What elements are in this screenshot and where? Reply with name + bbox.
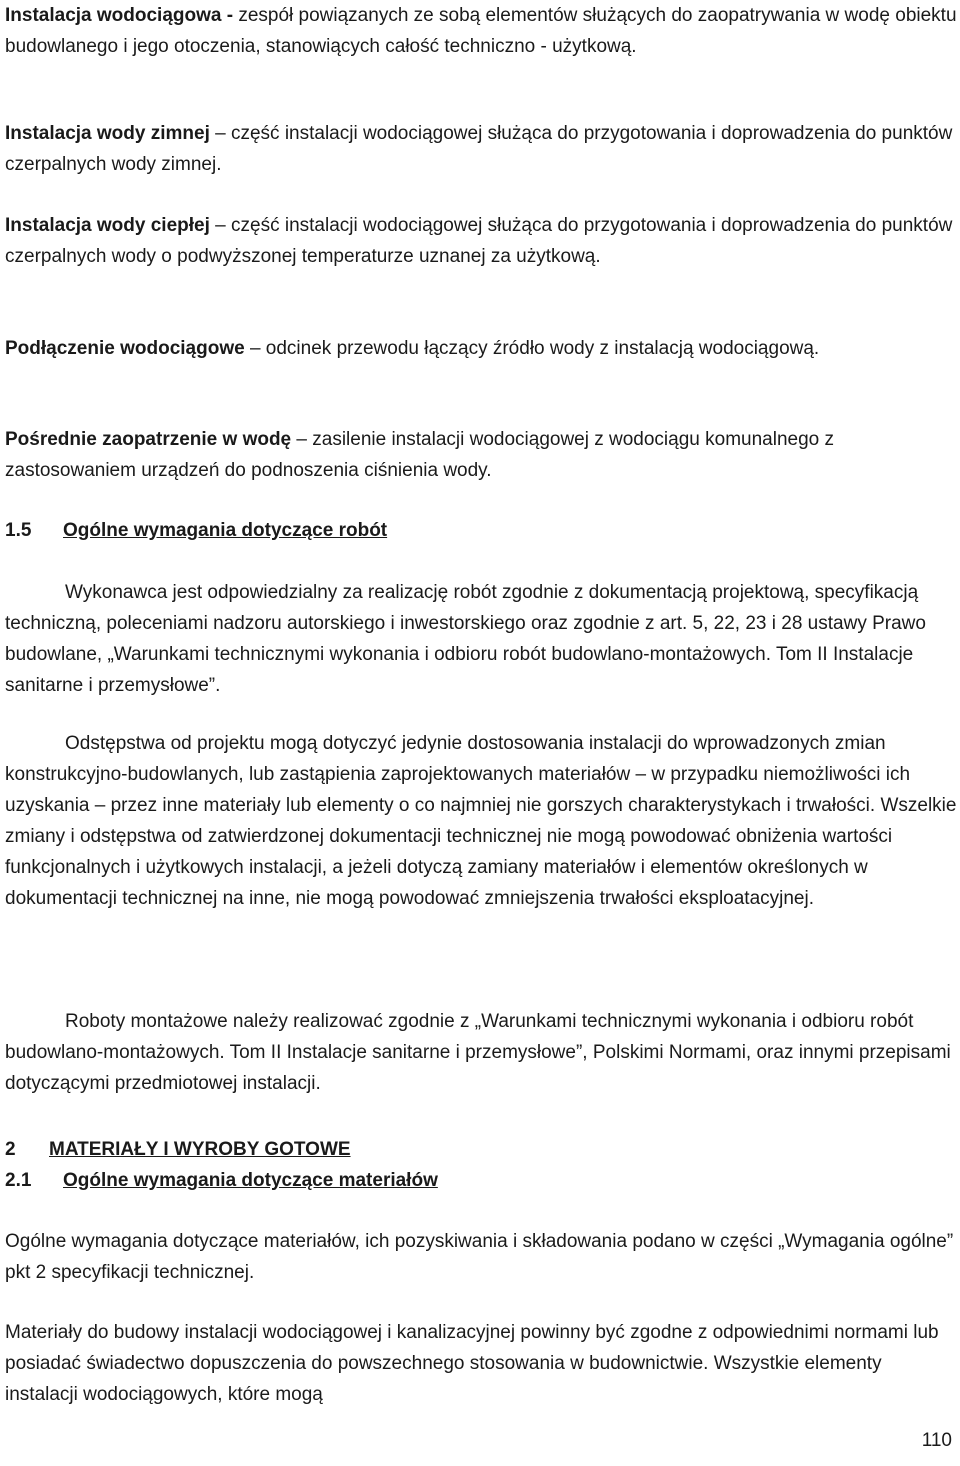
section-heading-2-1 <box>5 1165 957 1196</box>
definition-water-installation <box>5 0 957 62</box>
definition-term: Podłączenie wodociągowe <box>5 338 245 359</box>
definition-indirect-supply <box>5 424 957 486</box>
definition-connection <box>5 333 957 364</box>
definition-cold-water <box>5 118 957 180</box>
definition-text: – odcinek przewodu łączący źródło wody z instalacją wodociągową. <box>244 338 820 359</box>
paragraph-contractor-responsibility: Wykonawca jest odpowiedzialny za realizację robót zgodnie z dokumentacją projektową, specyfikacją techniczną, poleceniami nadzoru autorskiego i inwestorskiego oraz zgodnie z art. 5, 22, 23 i 28 ustawy Prawo budowlane, „Warunkami technicznymi wykonania i odbioru robót budowlano-montażowych. Tom II Instalacje sanitarne i przemysłowe”. <box>5 582 926 696</box>
paragraph-deviations: Odstępstwa od projektu mogą dotyczyć jedynie dostosowania instalacji do wprowadzonych zmian konstrukcyjno-budowlanych, lub zastąpienia zaprojektowanych materiałów – w przypadku niemożliwości ich uzyskania – przez inne materiały lub elementy o co najmniej nie gorszych charakterystykach i trwałości. Wszelkie zmiany i odstępstwa od zatwierdzonej dokumentacji technicznej nie mogą powodować obniżenia wartości funkcjonalnych i użytkowych instalacji, a jeżeli dotyczą zamiany materiałów i elementów określonych w dokumentacji technicznej na inne, nie mogą powodować zmniejszenia trwałości eksploatacyjnej. <box>5 733 957 909</box>
paragraph-general-requirements: Ogólne wymagania dotyczące materiałów, ich pozyskiwania i składowania podano w części „Wymagania ogólne” pkt 2 specyfikacji technicznej. <box>5 1231 954 1283</box>
section-number: 1.5 <box>5 520 32 541</box>
definition-hot-water <box>5 210 957 272</box>
paragraph-materials: Materiały do budowy instalacji wodociągowej i kanalizacyjnej powinny być zgodne z odpowiednimi normami lub posiadać świadectwo dopuszczenia do powszechnego stosowania w budownictwie. Wszystkie elementy instalacji wodociągowych, które mogą <box>5 1322 939 1405</box>
section-number: 2 <box>5 1139 16 1160</box>
definition-term: Instalacja wody ciepłej <box>5 215 210 236</box>
paragraph-installation-works: Roboty montażowe należy realizować zgodnie z „Warunkami technicznymi wykonania i odbioru robót budowlano-montażowych. Tom II Instalacje sanitarne i przemysłowe”, Polskimi Normami, oraz innymi przepisami dotyczącymi przedmiotowej instalacji. <box>5 1011 951 1094</box>
definition-term: Instalacja wody zimnej <box>5 123 210 144</box>
definition-text: – zasilenie instalacji wodociągowej z wodociągu komunalnego z zastosowaniem urządzeń do podnoszenia ciśnienia wody. <box>5 429 834 481</box>
section-heading-2 <box>5 1134 957 1165</box>
section-title: MATERIAŁY I WYROBY GOTOWE <box>49 1139 351 1160</box>
page-number: 110 <box>921 1430 952 1451</box>
section-number: 2.1 <box>5 1170 32 1191</box>
definition-text: – część instalacji wodociągowej służąca do przygotowania i doprowadzenia do punktów czerpalnych wody zimnej. <box>5 123 953 175</box>
definition-term: Instalacja wodociągowa - <box>5 5 234 26</box>
section-title: Ogólne wymagania dotyczące robót <box>63 520 388 541</box>
section-heading-1-5 <box>5 515 957 546</box>
section-title: Ogólne wymagania dotyczące materiałów <box>63 1170 438 1191</box>
definition-term: Pośrednie zaopatrzenie w wodę <box>5 429 292 450</box>
definition-text: – część instalacji wodociągowej służąca do przygotowania i doprowadzenia do punktów czerpalnych wody o podwyższonej temperaturze uznanej za użytkową. <box>5 215 953 267</box>
definition-text: zespół powiązanych ze sobą elementów służących do zaopatrywania w wodę obiektu budowlanego i jego otoczenia, stanowiących całość techniczno - użytkową. <box>5 5 957 57</box>
